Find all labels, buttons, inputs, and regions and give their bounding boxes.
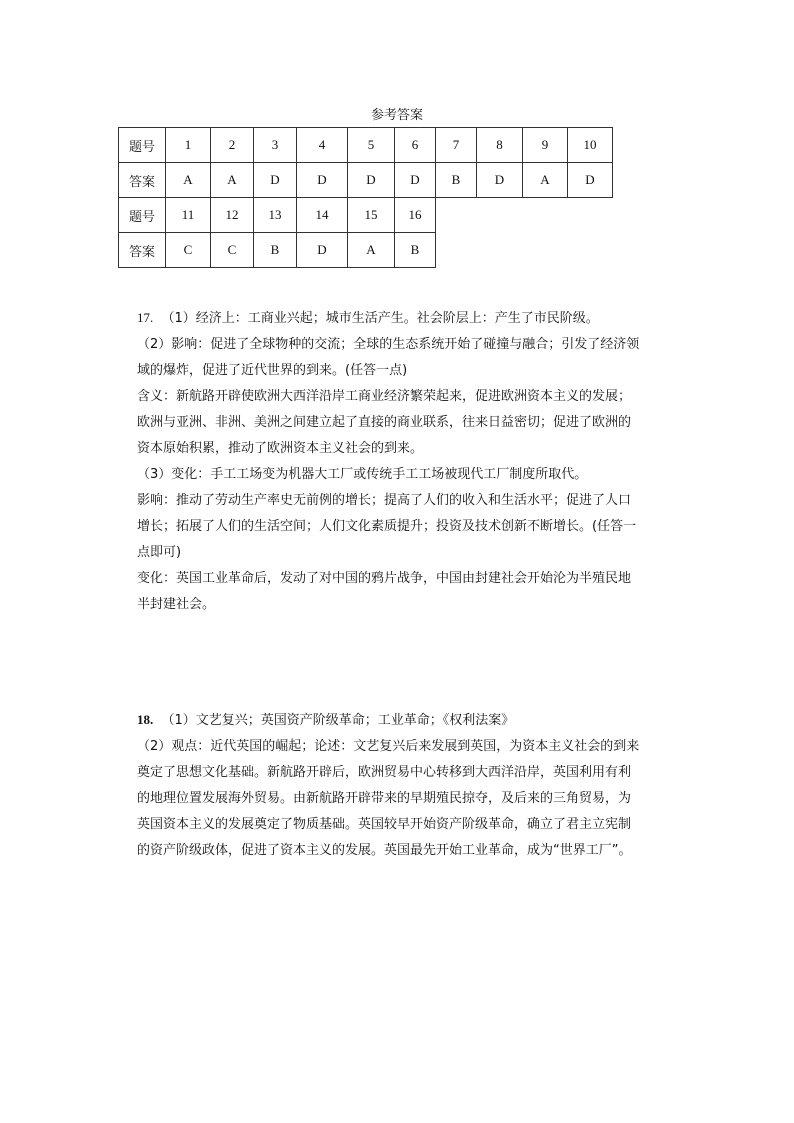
table-cell: D: [348, 163, 395, 198]
table-cell: 6: [395, 128, 436, 163]
answer-text: （1）经济上：工商业兴起；城市生活产生。社会阶层上：产生了市民阶级。: [161, 311, 599, 326]
page-title: 参考答案: [370, 108, 423, 123]
answer-line: 英国资本主义的发展奠定了物质基础。英国较早开始资产阶级革命，确立了君主立宪制: [137, 817, 632, 832]
table-row: [119, 163, 613, 198]
question-number: 18.: [137, 712, 154, 727]
answer-line: 的地理位置发展海外贸易。由新航路开辟带来的早期殖民掠夺，及后来的三角贸易，为: [137, 791, 632, 806]
answer-line: 影响：推动了劳动生产率史无前例的增长；提高了人们的收入和生活水平；促进了人口: [137, 493, 632, 508]
table-cell: 7: [436, 128, 477, 163]
empty-cell: [477, 233, 523, 268]
table-cell: 3: [254, 128, 297, 163]
empty-cell: [477, 198, 523, 233]
answer-line: （2）观点：近代英国的崛起；论述：文艺复兴后来发展到英国，为资本主义社会的到来: [137, 739, 640, 754]
answer-line: 含义：新航路开辟使欧洲大西洋沿岸工商业经济繁荣起来，促进欧洲资本主义的发展；: [137, 389, 632, 404]
empty-cell: [436, 198, 477, 233]
answer-line: 资本原始积累，推动了欧洲资本主义社会的到来。: [137, 441, 424, 456]
row-label: 题号: [119, 198, 166, 233]
empty-cell: [568, 233, 613, 268]
answer-line: 欧洲与亚洲、非洲、美洲之间建立起了直接的商业联系，往来日益密切；促进了欧洲的: [137, 415, 632, 430]
table-cell: 14: [297, 198, 348, 233]
table-row: [119, 233, 613, 268]
table-cell: 4: [297, 128, 348, 163]
answer-line: [137, 707, 685, 734]
table-cell: 2: [211, 128, 254, 163]
table-cell: 11: [166, 198, 211, 233]
empty-cell: [568, 198, 613, 233]
table-cell: B: [436, 163, 477, 198]
table-cell: D: [297, 233, 348, 268]
table-cell: B: [395, 233, 436, 268]
table-cell: A: [166, 163, 211, 198]
answer-line: 的资产阶级政体，促进了资本主义的发展。英国最先开始工业革命，成为“世界工厂”。: [137, 843, 632, 858]
table-cell: D: [395, 163, 436, 198]
table-cell: 13: [254, 198, 297, 233]
table-cell: D: [568, 163, 613, 198]
table-cell: 1: [166, 128, 211, 163]
table-cell: C: [166, 233, 211, 268]
table-cell: A: [211, 163, 254, 198]
table-cell: A: [348, 233, 395, 268]
table-cell: A: [523, 163, 568, 198]
answer-text: （1）文艺复兴；英国资产阶级革命；工业革命；《权利法案》: [161, 713, 515, 728]
table-cell: 12: [211, 198, 254, 233]
row-label: 题号: [119, 128, 166, 163]
answer-line: [137, 305, 685, 332]
answer-line: 点即可): [137, 545, 182, 560]
table-cell: 15: [348, 198, 395, 233]
table-cell: D: [477, 163, 523, 198]
empty-cell: [523, 233, 568, 268]
answer-line: （3）变化：手工工场变为机器大工厂或传统手工工场被现代工厂制度所取代。: [137, 467, 588, 482]
table-row: [119, 128, 613, 163]
answer-line: 奠定了思想文化基础。新航路开辟后，欧洲贸易中心转移到大西洋沿岸，英国利用有利: [137, 765, 632, 780]
table-cell: D: [254, 163, 297, 198]
answer-line: 变化：英国工业革命后，发动了对中国的鸦片战争，中国由封建社会开始沦为半殖民地: [137, 571, 632, 586]
table-cell: B: [254, 233, 297, 268]
row-label: 答案: [119, 233, 166, 268]
table-cell: D: [297, 163, 348, 198]
answer-line: 半封建社会。: [137, 597, 216, 612]
question-18-answer: [137, 707, 685, 864]
table-cell: 10: [568, 128, 613, 163]
table-cell: C: [211, 233, 254, 268]
table-row: [119, 198, 613, 233]
question-17-answer: [137, 305, 685, 618]
table-cell: 8: [477, 128, 523, 163]
answer-table: [118, 127, 613, 268]
table-cell: 9: [523, 128, 568, 163]
answer-line: 域的爆炸，促进了近代世界的到来。(任答一点): [137, 363, 408, 378]
table-cell: 16: [395, 198, 436, 233]
row-label: 答案: [119, 163, 166, 198]
empty-cell: [523, 198, 568, 233]
answer-line: （2）影响：促进了全球物种的交流；全球的生态系统开始了碰撞与融合；引发了经济领: [137, 337, 640, 352]
question-number: 17.: [137, 310, 154, 325]
empty-cell: [436, 233, 477, 268]
table-cell: 5: [348, 128, 395, 163]
answer-line: 增长；拓展了人们的生活空间；人们文化素质提升；投资及技术创新不断增长。(任答一: [137, 519, 637, 534]
